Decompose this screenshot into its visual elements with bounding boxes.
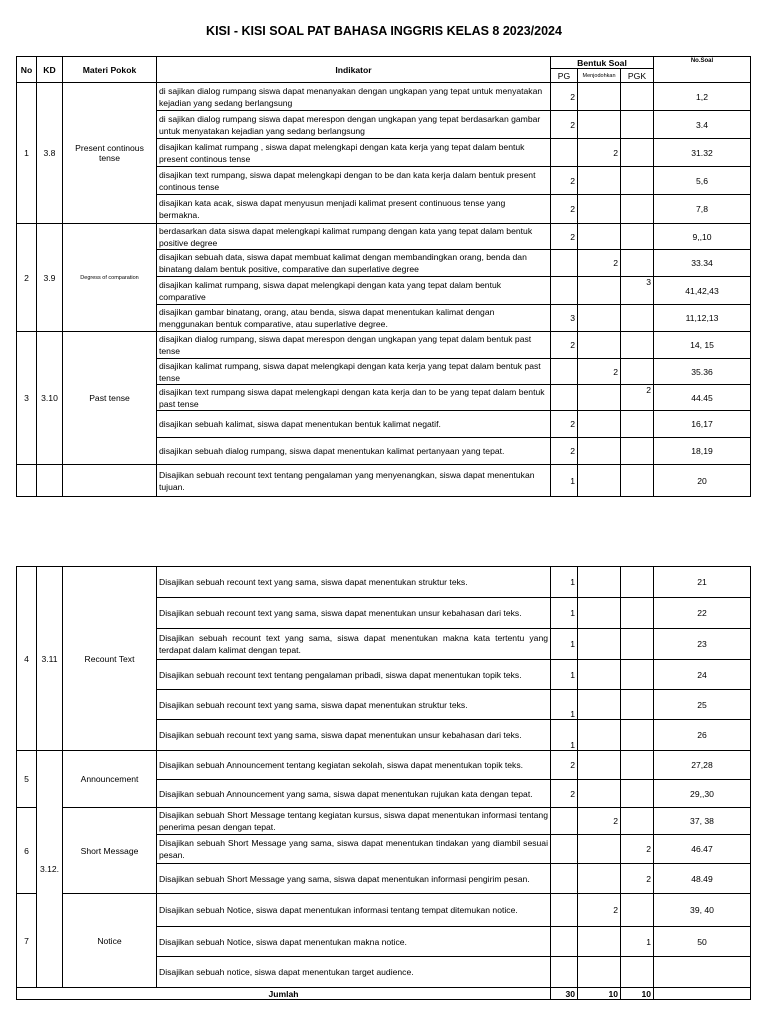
header-indikator: Indikator (157, 57, 551, 83)
header-pg: PG (551, 69, 578, 83)
pgk-count: 2 (621, 864, 654, 894)
pgk-count (621, 598, 654, 629)
menjodohkan-count (578, 598, 621, 629)
no-soal-cell: 23 (654, 629, 751, 660)
menjodohkan-count (578, 864, 621, 894)
materi-cell: Recount Text (63, 567, 157, 751)
no-soal-cell: 25 (654, 690, 751, 720)
menjodohkan-count (578, 690, 621, 720)
indikator-cell: disajikan kalimat rumpang, siswa dapat melengkapi dengan kata yang tepat dalam bentuk comparative (157, 277, 551, 305)
pgk-count: 2 (621, 835, 654, 864)
kd-cell: 3.9 (37, 224, 63, 332)
no-soal-cell: 3.4 (654, 111, 751, 139)
no-soal-cell: 14, 15 (654, 332, 751, 359)
indikator-cell: disajikan text rumpang, siswa dapat melengkapi dengan to be dan kata kerja dalam bentuk present continous tense (157, 167, 551, 195)
total-no-soal (654, 988, 751, 1000)
indikator-cell: disajikan kalimat rumpang , siswa dapat melengkapi dengan kata kerja yang tepat dalam bentuk present continous tense (157, 139, 551, 167)
pg-count: 1 (551, 465, 578, 497)
menjodohkan-count: 2 (578, 139, 621, 167)
pgk-count (621, 111, 654, 139)
kd-cell: 3.12. (37, 751, 63, 988)
pg-count: 2 (551, 111, 578, 139)
indikator-cell: disajikan sebuah kalimat, siswa dapat menentukan bentuk kalimat negatif. (157, 411, 551, 438)
table-row (17, 332, 751, 359)
kd-cell (37, 465, 63, 497)
pg-count (551, 250, 578, 277)
menjodohkan-count (578, 780, 621, 808)
menjodohkan-count (578, 957, 621, 988)
table-row (17, 808, 751, 835)
pg-count (551, 385, 578, 411)
pgk-count (621, 660, 654, 690)
pgk-count (621, 465, 654, 497)
no-soal-cell: 37, 38 (654, 808, 751, 835)
no-soal-cell: 27,28 (654, 751, 751, 780)
indikator-cell: disajikan kata acak, siswa dapat menyusun menjadi kalimat present continuous tense yang bermakna. (157, 195, 551, 224)
indikator-cell: Disajikan sebuah Notice, siswa dapat menentukan makna notice. (157, 927, 551, 957)
indikator-cell: Disajikan sebuah recount text yang sama, siswa dapat menentukan struktur teks. (157, 567, 551, 598)
header-materi: Materi Pokok (63, 57, 157, 83)
pgk-count (621, 567, 654, 598)
pgk-count (621, 224, 654, 250)
header-menjodohkan: Menjodohkan (578, 69, 621, 83)
indikator-cell: disajikan kalimat rumpang, siswa dapat melengkapi dengan kata kerja yang tepat dalam bentuk past tense (157, 359, 551, 385)
pgk-count (621, 139, 654, 167)
indikator-cell: Disajikan sebuah recount text yang sama, siswa dapat menentukan makna kata tertentu yang terdapat dalam kalimat dengan tepat. (157, 629, 551, 660)
no-soal-cell: 33.34 (654, 250, 751, 277)
menjodohkan-count (578, 195, 621, 224)
total-row (17, 988, 751, 1000)
no-soal-cell: 18,19 (654, 438, 751, 465)
no-cell (17, 465, 37, 497)
table-row (17, 224, 751, 250)
header-kd: KD (37, 57, 63, 83)
indikator-cell: di sajikan dialog rumpang siswa dapat menanyakan dengan ungkapan yang tepat untuk menyatakan kejadian yang sedang berlangsung (157, 83, 551, 111)
no-soal-cell: 9,,10 (654, 224, 751, 250)
menjodohkan-count: 2 (578, 808, 621, 835)
pgk-count (621, 411, 654, 438)
no-soal-cell: 31.32 (654, 139, 751, 167)
pgk-count (621, 690, 654, 720)
indikator-cell: Disajikan sebuah recount text yang sama, siswa dapat menentukan unsur kebahasan dari teks. (157, 720, 551, 751)
no-soal-cell: 21 (654, 567, 751, 598)
pg-count (551, 927, 578, 957)
indikator-cell: di sajikan dialog rumpang siswa dapat merespon dengan ungkapan yang tepat berdasarkan gambar untuk menyatakan kejadian yang sedang berlangsung (157, 111, 551, 139)
materi-cell: Short Message (63, 808, 157, 894)
table-row (17, 567, 751, 598)
total-menjodohkan: 10 (578, 988, 621, 1000)
pgk-count: 1 (621, 927, 654, 957)
pg-count (551, 139, 578, 167)
materi-cell: Degress of comparation (63, 224, 157, 332)
pg-count: 1 (551, 690, 578, 720)
kd-cell: 3.8 (37, 83, 63, 224)
pg-count: 1 (551, 660, 578, 690)
pg-count: 1 (551, 629, 578, 660)
menjodohkan-count (578, 720, 621, 751)
no-cell: 5 (17, 751, 37, 808)
pgk-count (621, 438, 654, 465)
no-soal-cell: 46.47 (654, 835, 751, 864)
menjodohkan-count (578, 83, 621, 111)
menjodohkan-count: 2 (578, 359, 621, 385)
pg-count (551, 277, 578, 305)
pg-count: 2 (551, 751, 578, 780)
menjodohkan-count (578, 835, 621, 864)
materi-cell: Present continous tense (63, 83, 157, 224)
no-cell: 3 (17, 332, 37, 465)
no-soal-cell: 39, 40 (654, 894, 751, 927)
menjodohkan-count (578, 224, 621, 250)
pg-count: 2 (551, 195, 578, 224)
pgk-count: 2 (621, 385, 654, 411)
indikator-cell: Disajikan sebuah Short Message yang sama, siswa dapat menentukan informasi pengirim pesan. (157, 864, 551, 894)
indikator-cell: Disajikan sebuah Short Message yang sama, siswa dapat menentukan tindakan yang diambil sesuai pesan. (157, 835, 551, 864)
header-no-soal: No.Soal (654, 57, 751, 83)
no-soal-cell: 1,2 (654, 83, 751, 111)
pg-count: 1 (551, 598, 578, 629)
menjodohkan-count (578, 660, 621, 690)
menjodohkan-count (578, 751, 621, 780)
no-soal-cell: 7,8 (654, 195, 751, 224)
no-soal-cell: 29,,30 (654, 780, 751, 808)
pgk-count (621, 195, 654, 224)
menjodohkan-count (578, 927, 621, 957)
no-soal-cell: 50 (654, 927, 751, 957)
kd-cell: 3.10 (37, 332, 63, 465)
materi-cell: Past tense (63, 332, 157, 465)
header-row-1 (17, 57, 751, 69)
pg-count: 2 (551, 411, 578, 438)
menjodohkan-count: 2 (578, 250, 621, 277)
indikator-cell: Disajikan sebuah Announcement yang sama, siswa dapat menentukan rujukan kata dengan tepat. (157, 780, 551, 808)
total-pgk: 10 (621, 988, 654, 1000)
indikator-cell: berdasarkan data siswa dapat melengkapi kalimat rumpang dengan kata yang tepat dalam bentuk positive degree (157, 224, 551, 250)
pg-count: 2 (551, 167, 578, 195)
pg-count (551, 359, 578, 385)
total-label: Jumlah (17, 988, 551, 1000)
kisi-table-part-2 (16, 566, 751, 1000)
header-bentuk-soal: Bentuk Soal (551, 57, 654, 69)
menjodohkan-count (578, 411, 621, 438)
pg-count: 1 (551, 567, 578, 598)
no-soal-cell: 24 (654, 660, 751, 690)
pgk-count (621, 808, 654, 835)
no-cell: 7 (17, 894, 37, 988)
menjodohkan-count (578, 111, 621, 139)
pg-count: 2 (551, 332, 578, 359)
menjodohkan-count (578, 385, 621, 411)
indikator-cell: disajikan sebuah data, siswa dapat membuat kalimat dengan membandingkan orang, benda dan binatang dalam bentuk positive, comparative dan superlative degree (157, 250, 551, 277)
indikator-cell: Disajikan sebuah Short Message tentang kegiatan kursus, siswa dapat menentukan informasi tentang penerima pesan dengan tepat. (157, 808, 551, 835)
materi-cell: Announcement (63, 751, 157, 808)
kisi-table-part-1 (16, 56, 751, 497)
menjodohkan-count (578, 332, 621, 359)
indikator-cell: Disajikan sebuah recount text yang sama, siswa dapat menentukan struktur teks. (157, 690, 551, 720)
pg-count (551, 808, 578, 835)
pgk-count (621, 83, 654, 111)
no-soal-cell: 11,12,13 (654, 305, 751, 332)
pgk-count: 3 (621, 277, 654, 305)
pgk-count (621, 957, 654, 988)
no-cell: 4 (17, 567, 37, 751)
pgk-count (621, 305, 654, 332)
indikator-cell: Disajikan sebuah recount text tentang pengalaman yang menyenangkan, siswa dapat menentukan tujuan. (157, 465, 551, 497)
pgk-count (621, 629, 654, 660)
pgk-count (621, 780, 654, 808)
indikator-cell: disajikan dialog rumpang, siswa dapat merespon dengan ungkapan yang tepat dalam bentuk past tense (157, 332, 551, 359)
indikator-cell: Disajikan sebuah notice, siswa dapat menentukan target audience. (157, 957, 551, 988)
table-row (17, 465, 751, 497)
indikator-cell: disajikan gambar binatang, orang, atau benda, siswa dapat menentukan kalimat dengan menggunakan bentuk comparative, atau superlative degree. (157, 305, 551, 332)
kd-cell: 3.11 (37, 567, 63, 751)
pg-count: 2 (551, 224, 578, 250)
menjodohkan-count (578, 629, 621, 660)
materi-cell (63, 465, 157, 497)
indikator-cell: disajikan text rumpang siswa dapat melengkapi dengan kata kerja dan to be yang tepat dalam bentuk past tense (157, 385, 551, 411)
no-soal-cell: 16,17 (654, 411, 751, 438)
pg-count (551, 894, 578, 927)
pg-count: 2 (551, 780, 578, 808)
no-cell: 1 (17, 83, 37, 224)
no-soal-cell: 41,42,43 (654, 277, 751, 305)
no-soal-cell: 35.36 (654, 359, 751, 385)
pgk-count (621, 332, 654, 359)
menjodohkan-count (578, 567, 621, 598)
no-soal-cell: 44.45 (654, 385, 751, 411)
pg-count: 2 (551, 83, 578, 111)
pgk-count (621, 894, 654, 927)
pgk-count (621, 751, 654, 780)
menjodohkan-count: 2 (578, 894, 621, 927)
pgk-count (621, 250, 654, 277)
menjodohkan-count (578, 277, 621, 305)
no-soal-cell: 20 (654, 465, 751, 497)
no-cell: 6 (17, 808, 37, 894)
menjodohkan-count (578, 438, 621, 465)
pgk-count (621, 167, 654, 195)
indikator-cell: Disajikan sebuah Announcement tentang kegiatan sekolah, siswa dapat menentukan topik teks. (157, 751, 551, 780)
table-row (17, 83, 751, 111)
indikator-cell: Disajikan sebuah Notice, siswa dapat menentukan informasi tentang tempat ditemukan notice. (157, 894, 551, 927)
pg-count: 2 (551, 438, 578, 465)
menjodohkan-count (578, 305, 621, 332)
no-soal-cell (654, 957, 751, 988)
table-row (17, 894, 751, 927)
pg-count (551, 835, 578, 864)
indikator-cell: Disajikan sebuah recount text tentang pengalaman pribadi, siswa dapat menentukan topik teks. (157, 660, 551, 690)
indikator-cell: Disajikan sebuah recount text yang sama, siswa dapat menentukan unsur kebahasan dari teks. (157, 598, 551, 629)
no-soal-cell: 48.49 (654, 864, 751, 894)
total-pg: 30 (551, 988, 578, 1000)
menjodohkan-count (578, 465, 621, 497)
page-title: KISI - KISI SOAL PAT BAHASA INGGRIS KELAS 8 2023/2024 (206, 24, 562, 38)
no-soal-cell: 22 (654, 598, 751, 629)
header-pgk: PGK (621, 69, 654, 83)
header-no: No (17, 57, 37, 83)
no-soal-cell: 5,6 (654, 167, 751, 195)
indikator-cell: disajikan sebuah dialog rumpang, siswa dapat menentukan kalimat pertanyaan yang tepat. (157, 438, 551, 465)
pg-count: 3 (551, 305, 578, 332)
pgk-count (621, 359, 654, 385)
table-row (17, 751, 751, 780)
pg-count (551, 864, 578, 894)
pgk-count (621, 720, 654, 751)
pg-count (551, 957, 578, 988)
materi-cell: Notice (63, 894, 157, 988)
menjodohkan-count (578, 167, 621, 195)
pg-count: 1 (551, 720, 578, 751)
no-soal-cell: 26 (654, 720, 751, 751)
no-cell: 2 (17, 224, 37, 332)
